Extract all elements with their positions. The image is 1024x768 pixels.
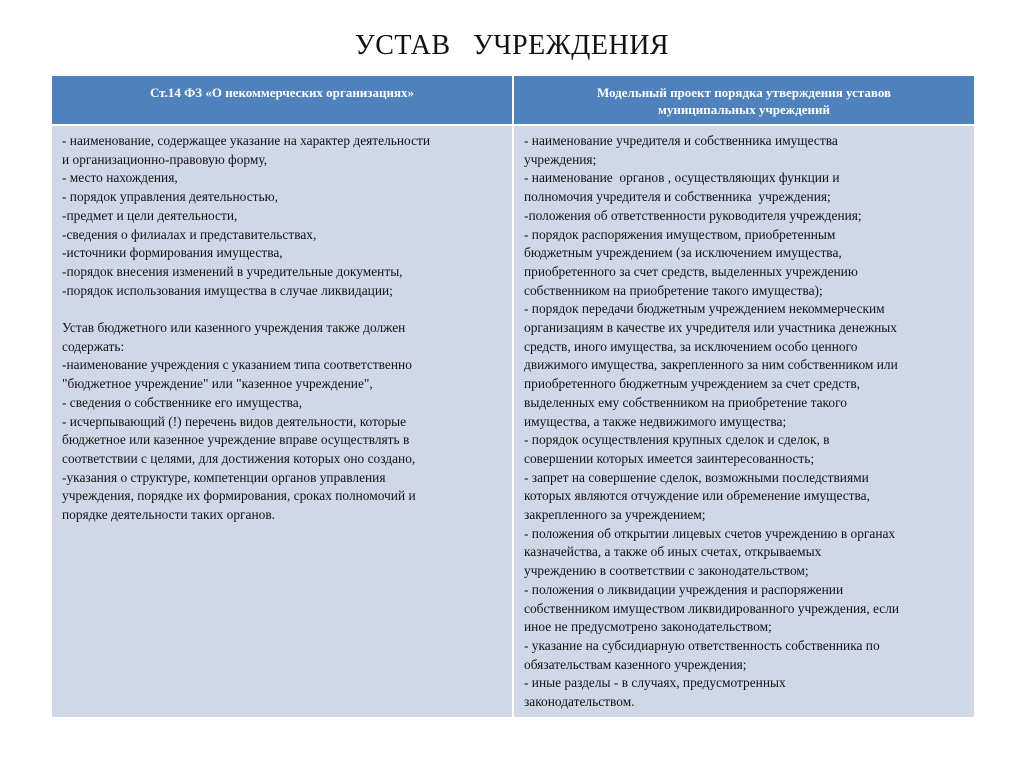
comparison-table xyxy=(52,76,974,717)
page-title: УСТАВ УЧРЕЖДЕНИЯ xyxy=(354,30,670,61)
left-cell-text: - наименование, содержащее указание на характер деятельности и организационно-правовую форму, - место нахождения, - порядок управления деятельностью, -предмет и цели деятельности, -сведения о филиалах и представительствах, -источники формирования имущества, -порядок внесения изменений в учредительные документы, -порядок использования имущества в случае ликвидации; Устав бюджетного или казенного учреждения также должен содержать: -наименование учреждения с указанием типа соответственно "бюджетное учреждение" или "казенное учреждение", - сведения о собственнике его имущества, - исчерпывающий (!) перечень видов деятельности, которые бюджетное или казенное учреждение вправе осуществлять в соответствии с целями, для достижения которых оно создано, -указания о структуре, компетенции органов управления учреждения, порядке их формирования, сроках полномочий и порядке деятельности таких органов. xyxy=(62,133,431,523)
column-header-right-text: Модельный проект порядка утверждения уставов муниципальных учреждений xyxy=(596,85,892,117)
table-cell-right xyxy=(513,125,974,717)
column-header-left-text: Ст.14 ФЗ «О некоммерческих организациях» xyxy=(149,85,415,100)
table-cell-left xyxy=(52,125,513,717)
table-header-row xyxy=(52,76,974,125)
column-header-right xyxy=(513,76,974,125)
right-cell-text: - наименование учредителя и собственника имущества учреждения; - наименование органов , осуществляющих функции и полномочия учредителя и собственника учреждения; -положения об ответственности руководителя учреждения; - порядок распоряжения имуществом, приобретенным бюджетным учреждением (за исключением имущества, приобретенного за счет средств, выделенных учреждению собственником на приобретение такого имущества); - порядок передачи бюджетным учреждением некоммерческим организациям в качестве их учредителя или участника денежных средств, иного имущества, за исключением особо ценного движимого имущества, закрепленного за ним собственником или приобретенного бюджетным учреждением за счет средств, выделенных ему собственником на приобретение такого имущества, а также недвижимого имущества; - порядок осуществления крупных сделок и сделок, в совершении которых имеется заинтересованность; - запрет на совершение сделок, возможными последствиями которых являются отчуждение или обременение имущества, закрепленного за учреждением; - положения об открытии лицевых счетов учреждению в органах казначейства, а также об иных счетах, открываемых учреждению в соответствии с законодательством; - положения о ликвидации учреждения и распоряжении собственником имуществом ликвидированного учреждения, если иное не предусмотрено законодательством; - указание на субсидиарную ответственность собственника по обязательствам казенного учреждения; - иные разделы - в случаях, предусмотренных законодательством. xyxy=(524,133,900,710)
table-body-row xyxy=(52,125,974,717)
column-header-left xyxy=(52,76,513,125)
